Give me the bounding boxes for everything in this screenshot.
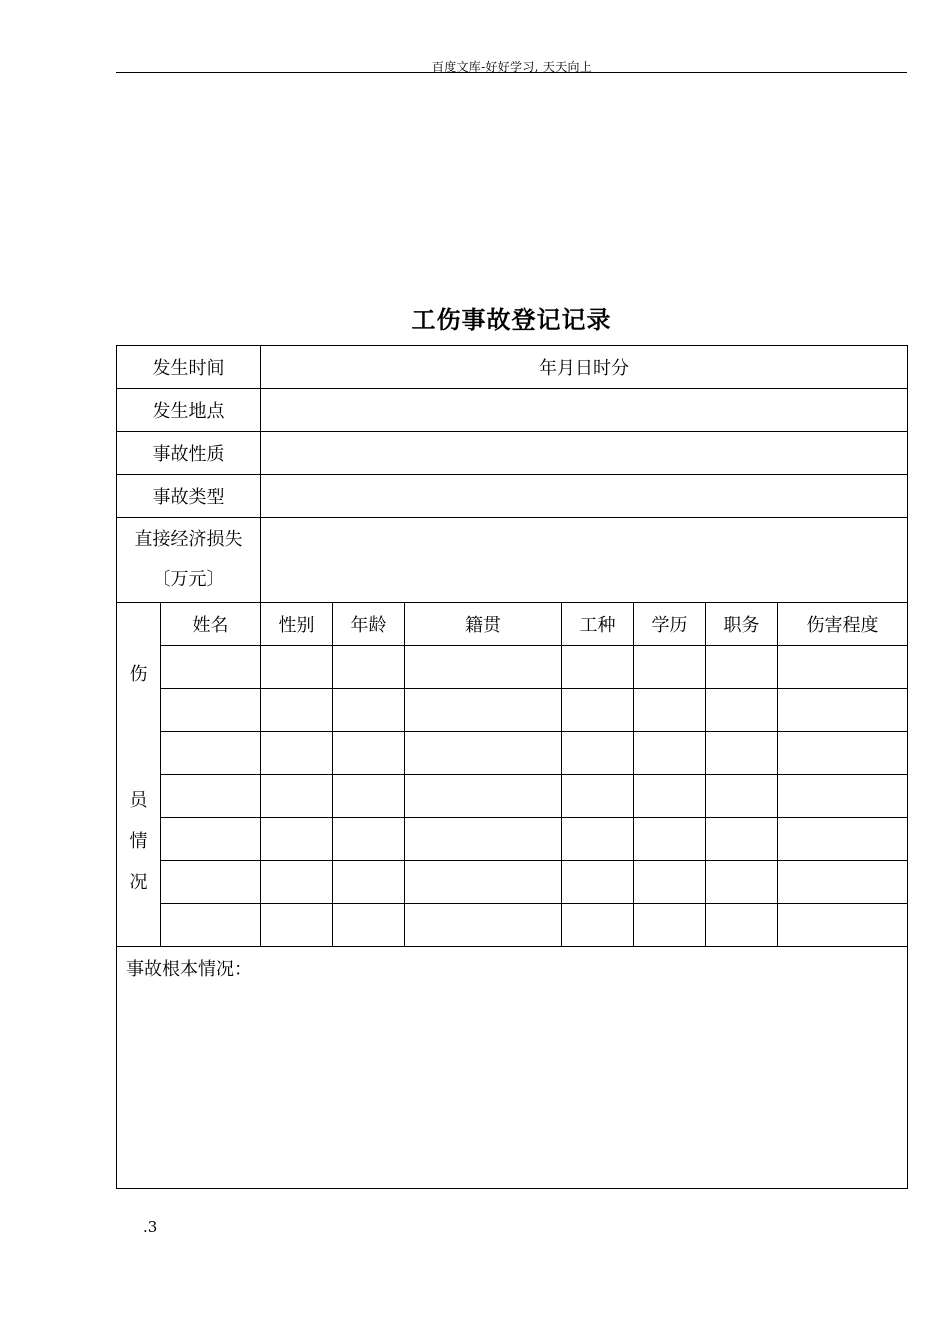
injured-cell-name[interactable] xyxy=(161,646,261,689)
field-economic-loss[interactable] xyxy=(261,518,908,603)
injured-cell-job-type[interactable] xyxy=(562,775,634,818)
injured-cell-job-type[interactable] xyxy=(562,646,634,689)
injured-header-row xyxy=(117,603,908,646)
injured-cell-position[interactable] xyxy=(706,732,778,775)
injured-cell-gender[interactable] xyxy=(261,861,333,904)
field-type[interactable] xyxy=(261,475,908,518)
field-accident-summary[interactable] xyxy=(117,947,908,1189)
injured-cell-gender[interactable] xyxy=(261,775,333,818)
injured-cell-native-place[interactable] xyxy=(405,689,562,732)
injured-cell-gender[interactable] xyxy=(261,732,333,775)
label-economic-loss-line1: 直接经济损失 xyxy=(134,529,243,550)
row-nature xyxy=(117,432,908,475)
injured-cell-age[interactable] xyxy=(333,861,405,904)
injured-cell-job-type[interactable] xyxy=(562,861,634,904)
label-nature: 事故性质 xyxy=(117,432,261,475)
col-header-job-type: 工种 xyxy=(562,603,634,646)
field-nature[interactable] xyxy=(261,432,908,475)
injured-cell-position[interactable] xyxy=(706,861,778,904)
field-occurrence-time[interactable]: 年月日时分 xyxy=(261,346,908,389)
injured-cell-education[interactable] xyxy=(634,732,706,775)
row-occurrence-time xyxy=(117,346,908,389)
label-accident-summary: 事故根本情况： xyxy=(126,959,252,980)
col-header-gender: 性别 xyxy=(261,603,333,646)
row-accident-summary xyxy=(117,947,908,1189)
injured-cell-gender[interactable] xyxy=(261,646,333,689)
label-occurrence-time: 发生时间 xyxy=(117,346,261,389)
injured-row xyxy=(117,732,908,775)
injured-cell-position[interactable] xyxy=(706,689,778,732)
injured-cell-native-place[interactable] xyxy=(405,775,562,818)
injured-cell-job-type[interactable] xyxy=(562,732,634,775)
injured-cell-age[interactable] xyxy=(333,904,405,947)
injured-label-char: 员 xyxy=(129,790,148,811)
injured-row xyxy=(117,775,908,818)
injured-row xyxy=(117,904,908,947)
injured-row xyxy=(117,689,908,732)
label-location: 发生地点 xyxy=(117,389,261,432)
injured-row xyxy=(117,861,908,904)
injured-cell-education[interactable] xyxy=(634,818,706,861)
document-title: 工伤事故登记记录 xyxy=(411,305,612,334)
col-header-injury-degree: 伤害程度 xyxy=(778,603,908,646)
injured-cell-job-type[interactable] xyxy=(562,689,634,732)
injured-cell-name[interactable] xyxy=(161,818,261,861)
injured-cell-native-place[interactable] xyxy=(405,861,562,904)
injured-cell-position[interactable] xyxy=(706,646,778,689)
injured-cell-education[interactable] xyxy=(634,904,706,947)
injured-cell-education[interactable] xyxy=(634,861,706,904)
injured-cell-age[interactable] xyxy=(333,775,405,818)
injured-cell-native-place[interactable] xyxy=(405,732,562,775)
injured-cell-education[interactable] xyxy=(634,775,706,818)
injured-row xyxy=(117,818,908,861)
injured-label-char: 况 xyxy=(129,872,148,893)
injured-cell-injury-degree[interactable] xyxy=(778,689,908,732)
injured-cell-name[interactable] xyxy=(161,904,261,947)
page-number: .3 xyxy=(143,1218,158,1236)
injured-cell-injury-degree[interactable] xyxy=(778,904,908,947)
row-location xyxy=(117,389,908,432)
injured-cell-job-type[interactable] xyxy=(562,904,634,947)
injured-cell-name[interactable] xyxy=(161,732,261,775)
injured-cell-age[interactable] xyxy=(333,818,405,861)
label-injured-situation xyxy=(117,603,161,947)
injured-cell-injury-degree[interactable] xyxy=(778,646,908,689)
injured-cell-education[interactable] xyxy=(634,689,706,732)
col-header-position: 职务 xyxy=(706,603,778,646)
injured-cell-native-place[interactable] xyxy=(405,904,562,947)
col-header-native-place: 籍贯 xyxy=(405,603,562,646)
injured-cell-education[interactable] xyxy=(634,646,706,689)
injured-label-char: 伤 xyxy=(129,664,148,685)
injured-cell-position[interactable] xyxy=(706,904,778,947)
injured-cell-age[interactable] xyxy=(333,646,405,689)
row-economic-loss xyxy=(117,518,908,603)
injured-cell-position[interactable] xyxy=(706,818,778,861)
label-economic-loss-line2: 〔万元〕 xyxy=(152,569,225,590)
injured-cell-position[interactable] xyxy=(706,775,778,818)
injured-cell-name[interactable] xyxy=(161,775,261,818)
col-header-age: 年龄 xyxy=(333,603,405,646)
accident-record-table xyxy=(116,345,908,1189)
injured-cell-native-place[interactable] xyxy=(405,646,562,689)
row-type xyxy=(117,475,908,518)
injured-cell-injury-degree[interactable] xyxy=(778,861,908,904)
injured-label-char: 情 xyxy=(129,831,148,852)
col-header-education: 学历 xyxy=(634,603,706,646)
field-location[interactable] xyxy=(261,389,908,432)
label-type: 事故类型 xyxy=(117,475,261,518)
col-header-name: 姓名 xyxy=(161,603,261,646)
injured-cell-injury-degree[interactable] xyxy=(778,818,908,861)
injured-cell-native-place[interactable] xyxy=(405,818,562,861)
injured-cell-job-type[interactable] xyxy=(562,818,634,861)
injured-cell-gender[interactable] xyxy=(261,904,333,947)
injured-cell-age[interactable] xyxy=(333,689,405,732)
injured-cell-gender[interactable] xyxy=(261,818,333,861)
page-header: 百度文库-好好学习, 天天向上 xyxy=(431,60,593,74)
injured-cell-injury-degree[interactable] xyxy=(778,732,908,775)
injured-cell-name[interactable] xyxy=(161,689,261,732)
injured-cell-gender[interactable] xyxy=(261,689,333,732)
header-rule xyxy=(116,72,907,73)
injured-row xyxy=(117,646,908,689)
label-economic-loss xyxy=(117,518,261,603)
injured-cell-name[interactable] xyxy=(161,861,261,904)
injured-cell-injury-degree[interactable] xyxy=(778,775,908,818)
injured-cell-age[interactable] xyxy=(333,732,405,775)
